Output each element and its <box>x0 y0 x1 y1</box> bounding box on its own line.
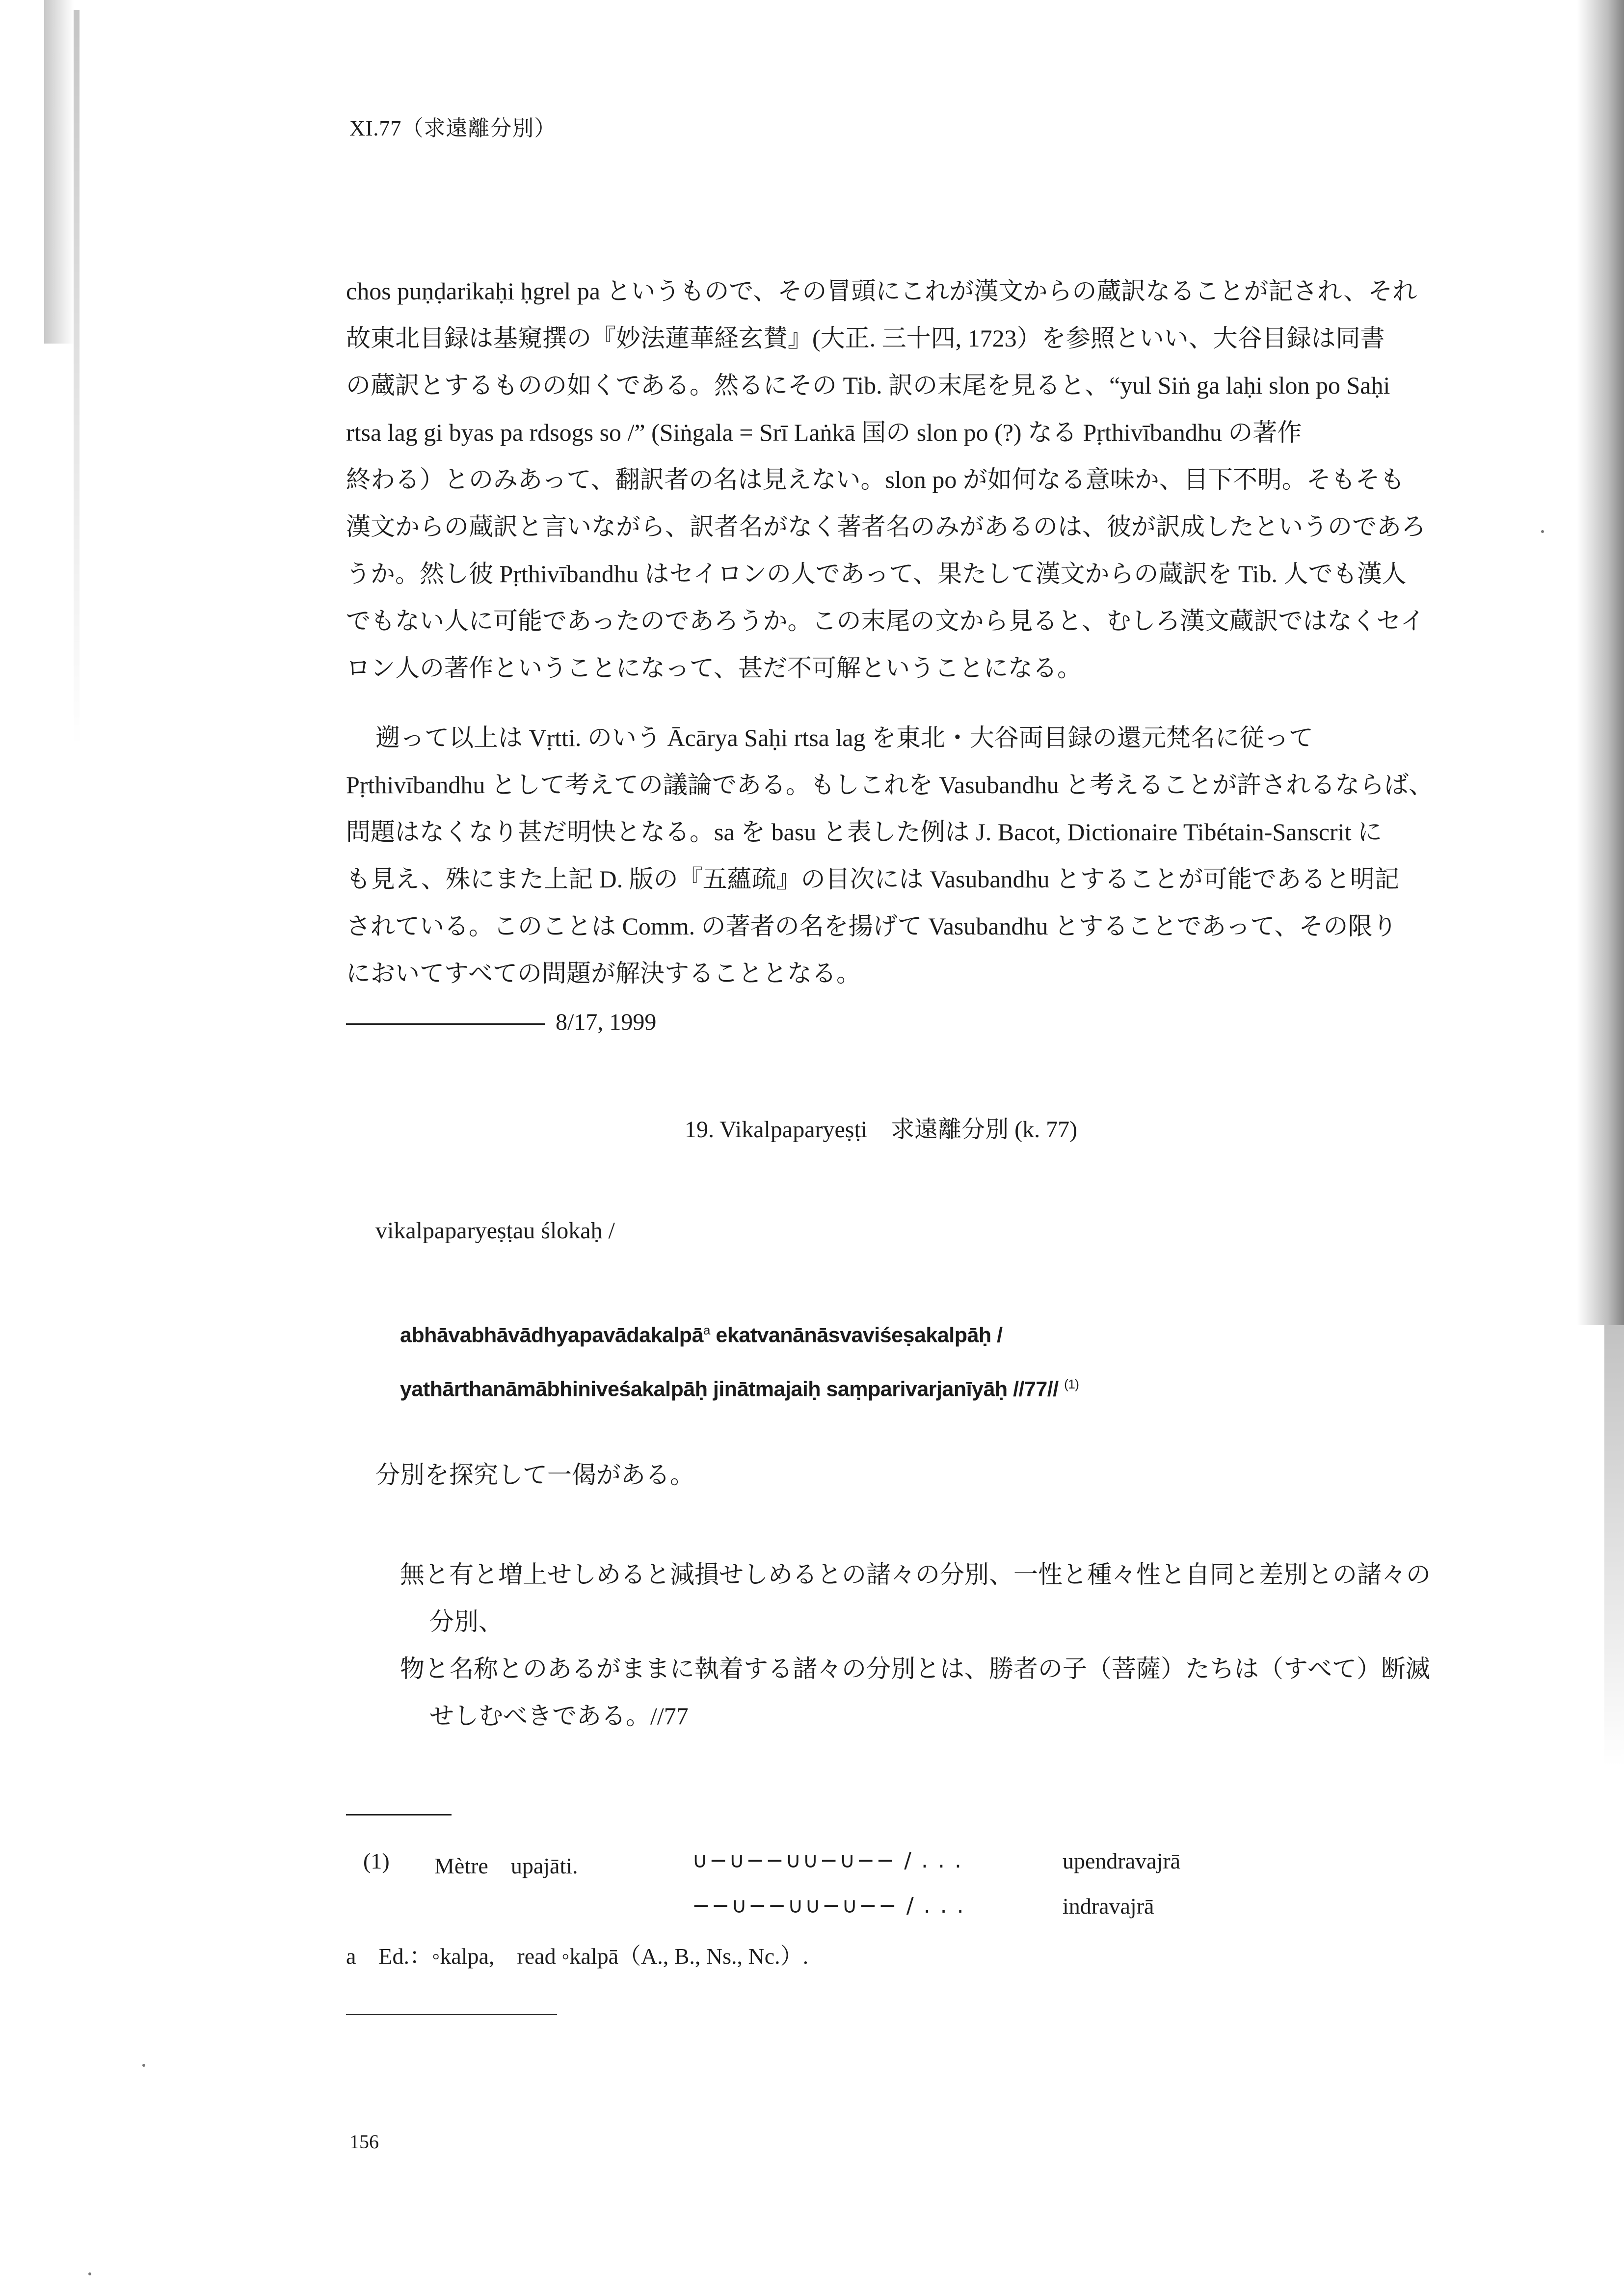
translation-line: せしむべきである。//77 <box>429 1702 689 1730</box>
text-line: Pṛthivībandhu として考えての議論である。もしこれを Vasubandhu と考えることが許されるならば、 <box>346 771 1434 799</box>
sanskrit-intro: vikalpaparyeṣṭau ślokaḥ / <box>375 1218 615 1244</box>
footnote-rule <box>346 1814 452 1815</box>
meter-name: upendravajrā <box>1063 1848 1181 1873</box>
translation-line: 物と名称とのあるがままに執着する諸々の分別とは、勝者の子（菩薩）たちは（すべて）断滅 <box>400 1655 1430 1682</box>
verse-footnote-ref: (1) <box>1064 1377 1079 1392</box>
text-line: においてすべての問題が解決することとなる。 <box>346 960 861 987</box>
scan-edge-right <box>1577 0 1624 1325</box>
meter-pattern: −−∪−−∪∪−∪−− / . . . <box>692 1893 965 1918</box>
paragraph-1 <box>346 267 1521 692</box>
translation <box>400 1551 1529 1739</box>
page-number: 156 <box>349 2131 379 2153</box>
footnote-end-rule <box>346 2014 557 2015</box>
text-line: も見え、殊にまた上記 D. 版の『五蘊疏』の目次には Vasubandhu とすることが可能であると明記 <box>346 865 1400 893</box>
date-line <box>346 1009 656 1036</box>
edition-note: a Ed.：◦kalpa, read ◦kalpā（A., B., Ns., Nc.）. <box>346 1944 809 1969</box>
verse-text: ekatvanānāsvaviśeṣakalpāḥ / <box>710 1323 1003 1347</box>
verse-line-2 <box>400 1360 1079 1414</box>
footnote-label: Mètre upajāti. <box>434 1853 578 1878</box>
footnote-number: (1) <box>363 1848 390 1873</box>
scan-speck <box>142 2064 145 2067</box>
text-line: 漢文からの蔵訳と言いながら、訳者名がなく著者名のみがあるのは、彼が訳成したというのであろ <box>346 513 1426 540</box>
text-line: ロン人の著作ということになって、甚だ不可解ということになる。 <box>346 654 1082 682</box>
verse-line-1 <box>400 1306 1079 1360</box>
text-line: rtsa lag gi byas pa rdsogs so /” (Siṅgala = Srī Laṅkā 国の slon po (?) なる Pṛthivībandhu の著作 <box>346 419 1302 446</box>
translation-line: 無と有と増上せしめると減損せしめるとの諸々の分別、一性と種々性と自同と差別との諸々の <box>400 1561 1431 1588</box>
scan-edge-right-fade <box>1604 1325 1624 1767</box>
verse-note-mark: a <box>703 1323 710 1337</box>
text-line: 故東北目録は基窺撰の『妙法蓮華経玄賛』(大正. 三十四, 1723）を参照といい、大谷目録は同書 <box>346 324 1385 352</box>
meter-name: indravajrā <box>1063 1894 1154 1919</box>
date-rule <box>346 1023 545 1025</box>
running-head: XI.77（求遠離分別） <box>349 116 557 140</box>
text-line: されている。このことは Comm. の著者の名を揚げて Vasubandhu とすることであって、その限り <box>346 912 1397 940</box>
text-line: 問題はなくなり甚だ明快となる。sa を basu と表した例は J. Bacot, Dictionaire Tibétain-Sanscrit に <box>346 818 1382 846</box>
text-line: chos puṇḍarikaḥi ḥgrel pa というもので、その冒頭にこれが漢文からの蔵訳なることが記され、それ <box>346 277 1417 305</box>
verse-text: yathārthanāmābhiniveśakalpāḥ jinātmajaiḥ saṃparivarjanīyāḥ //77// <box>400 1377 1065 1401</box>
scan-edge-left-bar <box>74 10 80 746</box>
section-title: 19. Vikalpaparyeṣṭi 求遠離分別 (k. 77) <box>685 1117 1078 1143</box>
text-line: うか。然し彼 Pṛthivībandhu はセイロンの人であって、果たして漢文からの蔵訳を Tib. 人でも漢人 <box>346 560 1407 587</box>
meter-pattern: ∪−∪−−∪∪−∪−− / . . . <box>692 1848 963 1873</box>
text-line: でもない人に可能であったのであろうか。この末尾の文から見ると、むしろ漢文蔵訳ではなくセイ <box>346 607 1425 635</box>
text-line: 遡って以上は Vṛtti. のいう Ācārya Saḥi rtsa lag を東北・大谷両目録の還元梵名に従って <box>375 724 1313 751</box>
text-line: 終わる）とのみあって、翻訳者の名は見えない。slon po が如何なる意味か、目下不明。そもそも <box>346 466 1405 493</box>
scan-edge-left <box>44 0 74 344</box>
scan-speck <box>88 2272 91 2275</box>
date: 8/17, 1999 <box>556 1009 657 1035</box>
translation-line: 分別、 <box>429 1608 503 1635</box>
translation-intro: 分別を探究して一偈がある。 <box>375 1461 694 1489</box>
text-line: の蔵訳とするものの如くである。然るにその Tib. 訳の末尾を見ると、“yul Siṅ ga laḥi slon po Saḥi <box>346 372 1390 399</box>
sanskrit-verse <box>400 1306 1079 1414</box>
paragraph-2 <box>346 714 1521 997</box>
scan-speck <box>1541 530 1544 533</box>
verse-text: abhāvabhāvādhyapavādakalpā <box>400 1323 703 1347</box>
